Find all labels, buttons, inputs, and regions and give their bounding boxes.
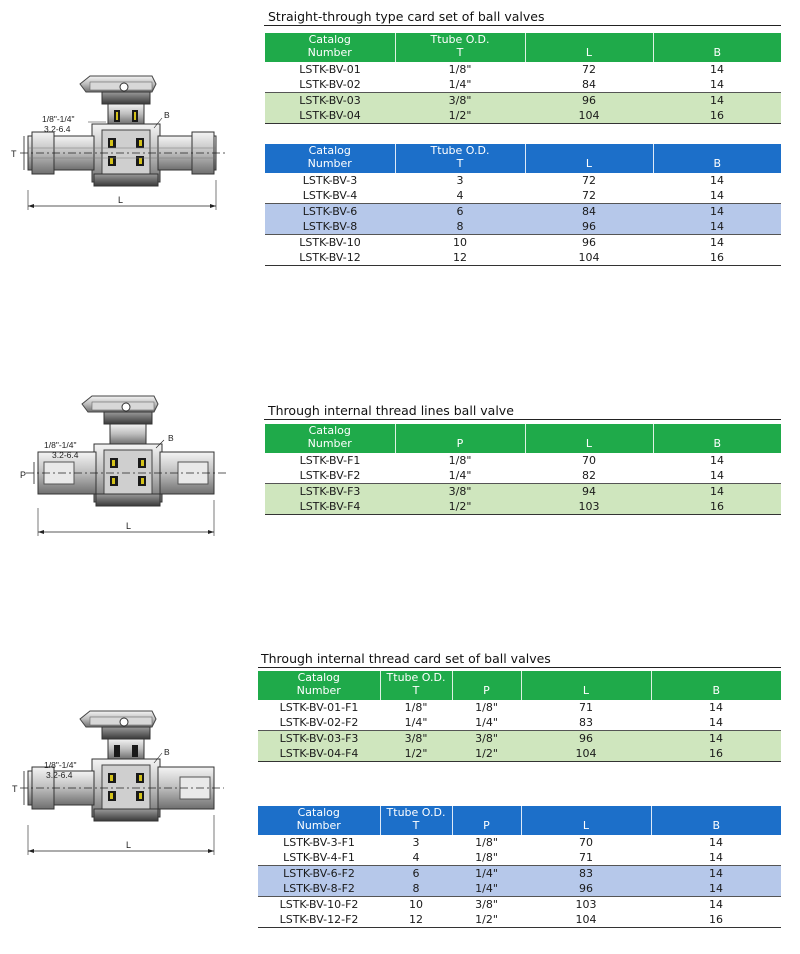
cell: 14 xyxy=(653,204,781,220)
cell: 1/4" xyxy=(404,716,428,729)
cell: 82 xyxy=(582,469,596,482)
dim-b-label: B xyxy=(168,433,174,443)
cell: 14 xyxy=(710,469,724,482)
cell: 1/2" xyxy=(380,746,452,762)
cell: 70 xyxy=(579,836,593,849)
col-header-b: B xyxy=(653,144,781,173)
cell: 14 xyxy=(653,235,781,251)
cell: LSTK-BV-6 xyxy=(265,204,395,220)
dim-t-label: T xyxy=(11,149,17,159)
cell: 1/4" xyxy=(448,469,472,482)
cell: 14 xyxy=(651,866,781,882)
straight-through-valve-diagram xyxy=(6,70,236,220)
dim-l-label: L xyxy=(126,521,132,531)
cell: 12 xyxy=(395,250,525,266)
dim-l-label: L xyxy=(126,840,132,850)
cell: LSTK-BV-04-F4 xyxy=(258,746,380,762)
cell: 1/4" xyxy=(475,716,498,729)
table-row xyxy=(265,453,781,468)
cell: 14 xyxy=(651,731,781,747)
col-header-l: L xyxy=(521,671,651,700)
cell: 1/8" xyxy=(475,851,498,864)
cell: 6 xyxy=(380,866,452,882)
cell: 3/8" xyxy=(452,897,521,913)
cell: 14 xyxy=(709,716,723,729)
cell: 12 xyxy=(380,912,452,928)
cell: LSTK-BV-01 xyxy=(299,63,361,76)
cell: 104 xyxy=(525,108,653,124)
cell: 16 xyxy=(653,108,781,124)
cell: LSTK-BV-F1 xyxy=(299,454,361,467)
cell: 16 xyxy=(651,912,781,928)
cell: 14 xyxy=(710,174,724,187)
col-header-tube-od: Ttube O.D. T xyxy=(395,33,525,62)
cell: LSTK-BV-F4 xyxy=(265,499,395,515)
cell: LSTK-BV-6-F2 xyxy=(258,866,380,882)
cell: 1/8" xyxy=(475,701,498,714)
cell: 8 xyxy=(395,219,525,235)
table-row xyxy=(265,108,781,124)
table-row xyxy=(258,835,781,850)
cell: 104 xyxy=(521,746,651,762)
cell: LSTK-BV-04 xyxy=(265,108,395,124)
cell: LSTK-BV-03-F3 xyxy=(258,731,380,747)
cell: LSTK-BV-3-F1 xyxy=(283,836,355,849)
cell: 16 xyxy=(651,746,781,762)
cell: 96 xyxy=(525,219,653,235)
cell: 104 xyxy=(521,912,651,928)
cell: 70 xyxy=(582,454,596,467)
cell: 83 xyxy=(579,716,593,729)
dim-range-sub-label: 3.2-6.4 xyxy=(46,770,73,780)
cell: 3/8" xyxy=(395,93,525,109)
cell: 14 xyxy=(651,881,781,897)
cell: 16 xyxy=(653,499,781,515)
col-header-l: L xyxy=(525,33,653,62)
cell: LSTK-BV-12 xyxy=(265,250,395,266)
spec-table-thread-card-blue xyxy=(258,806,781,928)
cell: LSTK-BV-F2 xyxy=(299,469,361,482)
cell: 96 xyxy=(525,93,653,109)
col-header-catalog: Catalog Number xyxy=(265,424,395,453)
cell: LSTK-BV-01-F1 xyxy=(279,701,359,714)
cell: 14 xyxy=(653,219,781,235)
dim-range-sub-label: 3.2-6.4 xyxy=(44,124,71,134)
col-header-b: B xyxy=(653,33,781,62)
cell: 1/4" xyxy=(452,881,521,897)
cell: LSTK-BV-3 xyxy=(302,174,358,187)
table-row xyxy=(258,746,781,762)
cell: 3 xyxy=(456,174,464,187)
cell: 84 xyxy=(525,204,653,220)
col-header-l: L xyxy=(521,806,651,835)
col-header-b: B xyxy=(653,424,781,453)
cell: 1/2" xyxy=(452,746,521,762)
table-row xyxy=(265,468,781,484)
cell: 96 xyxy=(525,235,653,251)
dim-p-label: P xyxy=(20,470,27,480)
cell: LSTK-BV-8 xyxy=(265,219,395,235)
cell: LSTK-BV-03 xyxy=(265,93,395,109)
cell: LSTK-BV-4 xyxy=(302,189,358,202)
table-row xyxy=(265,499,781,515)
table-row xyxy=(258,850,781,866)
cell: 1/2" xyxy=(452,912,521,928)
spec-table-straight-blue xyxy=(265,144,781,266)
cell: 96 xyxy=(521,731,651,747)
table-row xyxy=(265,93,781,109)
section-title: Straight-through type card set of ball valves xyxy=(268,9,545,24)
cell: LSTK-BV-8-F2 xyxy=(258,881,380,897)
cell: 14 xyxy=(710,78,724,91)
table-row xyxy=(265,173,781,188)
dim-b-label: B xyxy=(164,110,170,120)
col-header-l: L xyxy=(525,424,653,453)
cell: 84 xyxy=(582,78,596,91)
cell: 72 xyxy=(582,174,596,187)
dim-range-label: 1/8"-1/4" xyxy=(42,114,75,124)
table-row xyxy=(265,219,781,235)
cell: LSTK-BV-02-F2 xyxy=(279,716,359,729)
title-underline xyxy=(264,25,781,26)
cell: 8 xyxy=(380,881,452,897)
cell: 3/8" xyxy=(452,731,521,747)
table-row xyxy=(258,897,781,913)
col-header-catalog: Catalog Number xyxy=(258,671,380,700)
table-row xyxy=(265,77,781,93)
cell: 3/8" xyxy=(395,484,525,500)
section-title: Through internal thread card set of ball valves xyxy=(261,651,551,666)
table-row xyxy=(258,881,781,897)
cell: 96 xyxy=(521,881,651,897)
cell: 6 xyxy=(395,204,525,220)
table-row xyxy=(265,188,781,204)
col-header-p: P xyxy=(452,806,521,835)
cell: 10 xyxy=(380,897,452,913)
table-row xyxy=(258,731,781,747)
cell: 3 xyxy=(412,836,420,849)
cell: 94 xyxy=(525,484,653,500)
title-underline xyxy=(264,419,781,420)
cell: 4 xyxy=(456,189,464,202)
cell: 71 xyxy=(579,701,593,714)
cell: 14 xyxy=(710,63,724,76)
cell: 71 xyxy=(579,851,593,864)
col-header-b: B xyxy=(651,671,781,700)
cell: LSTK-BV-10-F2 xyxy=(258,897,380,913)
table-row xyxy=(265,250,781,266)
cell: 14 xyxy=(710,454,724,467)
col-header-tube-od: Ttube O.D. T xyxy=(380,806,452,835)
section-title: Through internal thread lines ball valve xyxy=(268,403,514,418)
cell: 14 xyxy=(709,851,723,864)
col-header-l: L xyxy=(525,144,653,173)
cell: 14 xyxy=(653,93,781,109)
table-row xyxy=(265,484,781,500)
cell: LSTK-BV-12-F2 xyxy=(258,912,380,928)
cell: 104 xyxy=(525,250,653,266)
dim-range-sub-label: 3.2-6.4 xyxy=(52,450,79,460)
cell: 1/4" xyxy=(452,866,521,882)
title-underline xyxy=(258,667,781,668)
col-header-tube-od: Ttube O.D. T xyxy=(380,671,452,700)
cell: 4 xyxy=(412,851,420,864)
col-header-catalog: Catalog Number xyxy=(265,144,395,173)
cell: 1/2" xyxy=(395,108,525,124)
table-row xyxy=(258,715,781,731)
cell: 10 xyxy=(395,235,525,251)
cell: 103 xyxy=(525,499,653,515)
cell: LSTK-BV-02 xyxy=(299,78,361,91)
table-row xyxy=(258,912,781,928)
table-row xyxy=(265,204,781,220)
cell: LSTK-BV-F3 xyxy=(265,484,395,500)
cell: 1/8" xyxy=(448,63,472,76)
cell: 3/8" xyxy=(380,731,452,747)
cell: 83 xyxy=(521,866,651,882)
table-row xyxy=(258,866,781,882)
col-header-catalog: Catalog Number xyxy=(265,33,395,62)
spec-table-straight-green xyxy=(265,33,781,124)
cell: 72 xyxy=(582,63,596,76)
cell: 14 xyxy=(709,836,723,849)
table-row xyxy=(265,62,781,77)
cell: 1/8" xyxy=(404,701,428,714)
cell: 14 xyxy=(709,701,723,714)
cell: 103 xyxy=(521,897,651,913)
cell: 14 xyxy=(651,897,781,913)
dim-range-label: 1/8"-1/4" xyxy=(44,760,77,770)
cell: 16 xyxy=(653,250,781,266)
col-header-catalog: Catalog Number xyxy=(258,806,380,835)
cell: 1/8" xyxy=(448,454,472,467)
col-header-b: B xyxy=(651,806,781,835)
dim-t-label: T xyxy=(12,784,18,794)
spec-table-internal-thread xyxy=(265,424,781,515)
cell: 1/8" xyxy=(475,836,498,849)
cell: 72 xyxy=(582,189,596,202)
thread-card-valve-diagram xyxy=(6,705,236,855)
cell: 1/2" xyxy=(395,499,525,515)
dim-range-label: 1/8"-1/4" xyxy=(44,440,77,450)
cell: 1/4" xyxy=(448,78,472,91)
cell: LSTK-BV-4-F1 xyxy=(283,851,355,864)
table-row xyxy=(265,235,781,251)
table-row xyxy=(258,700,781,715)
dim-b-label: B xyxy=(164,747,170,757)
cell: 14 xyxy=(710,189,724,202)
dim-l-label: L xyxy=(118,195,124,205)
col-header-tube-od: Ttube O.D. T xyxy=(395,144,525,173)
cell: 14 xyxy=(653,484,781,500)
col-header-p: P xyxy=(395,424,525,453)
spec-table-thread-card-green xyxy=(258,671,781,762)
cell: LSTK-BV-10 xyxy=(265,235,395,251)
internal-thread-valve-diagram xyxy=(8,390,238,540)
col-header-p: P xyxy=(452,671,521,700)
